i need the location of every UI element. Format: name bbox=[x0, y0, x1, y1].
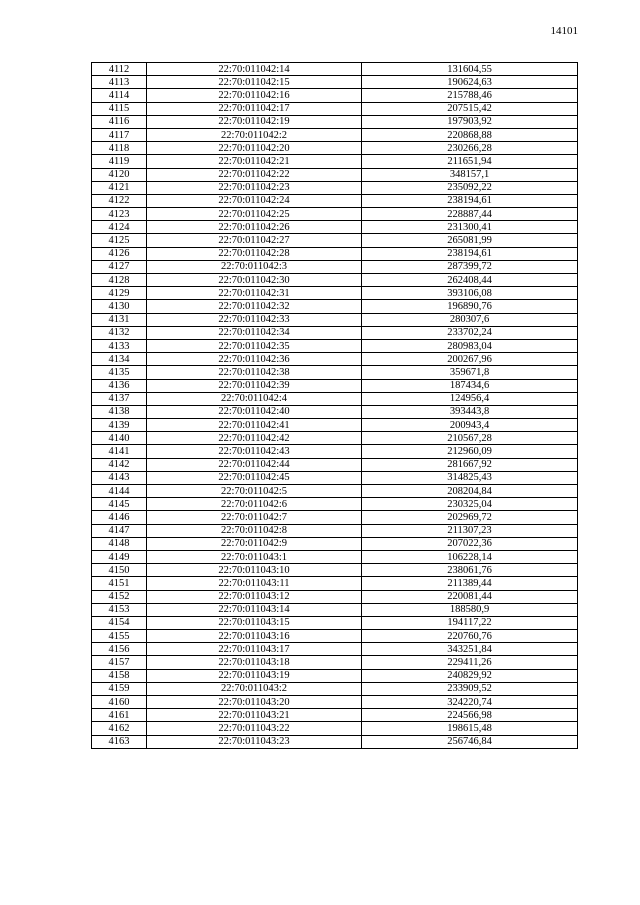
cadastral-number-cell: 22:70:011042:27 bbox=[147, 234, 362, 247]
row-number-cell: 4152 bbox=[92, 590, 147, 603]
row-number-cell: 4119 bbox=[92, 155, 147, 168]
row-number-cell: 4151 bbox=[92, 577, 147, 590]
table-row bbox=[92, 669, 578, 682]
cadastral-number-cell: 22:70:011043:15 bbox=[147, 616, 362, 629]
cadastral-number-cell: 22:70:011043:23 bbox=[147, 735, 362, 748]
cadastral-number-cell: 22:70:011043:2 bbox=[147, 682, 362, 695]
table-row bbox=[92, 550, 578, 563]
row-number-cell: 4129 bbox=[92, 287, 147, 300]
value-cell: 265081,99 bbox=[362, 234, 578, 247]
value-cell: 262408,44 bbox=[362, 274, 578, 287]
cadastral-number-cell: 22:70:011042:40 bbox=[147, 405, 362, 418]
value-cell: 187434,6 bbox=[362, 379, 578, 392]
row-number-cell: 4140 bbox=[92, 432, 147, 445]
row-number-cell: 4115 bbox=[92, 102, 147, 115]
cadastral-number-cell: 22:70:011042:42 bbox=[147, 432, 362, 445]
row-number-cell: 4144 bbox=[92, 485, 147, 498]
cadastral-number-cell: 22:70:011042:30 bbox=[147, 274, 362, 287]
value-cell: 238061,76 bbox=[362, 564, 578, 577]
table-row bbox=[92, 287, 578, 300]
row-number-cell: 4147 bbox=[92, 524, 147, 537]
row-number-cell: 4139 bbox=[92, 419, 147, 432]
table-row bbox=[92, 247, 578, 260]
table-body bbox=[92, 63, 578, 749]
value-cell: 188580,9 bbox=[362, 603, 578, 616]
value-cell: 196890,76 bbox=[362, 300, 578, 313]
value-cell: 200267,96 bbox=[362, 353, 578, 366]
cadastral-number-cell: 22:70:011042:19 bbox=[147, 115, 362, 128]
row-number-cell: 4162 bbox=[92, 722, 147, 735]
row-number-cell: 4125 bbox=[92, 234, 147, 247]
value-cell: 393443,8 bbox=[362, 405, 578, 418]
cadastral-number-cell: 22:70:011042:20 bbox=[147, 142, 362, 155]
table-row bbox=[92, 511, 578, 524]
value-cell: 287399,72 bbox=[362, 260, 578, 273]
table-row bbox=[92, 471, 578, 484]
row-number-cell: 4143 bbox=[92, 471, 147, 484]
cadastral-number-cell: 22:70:011042:23 bbox=[147, 181, 362, 194]
value-cell: 211651,94 bbox=[362, 155, 578, 168]
value-cell: 280307,6 bbox=[362, 313, 578, 326]
table-row bbox=[92, 234, 578, 247]
row-number-cell: 4138 bbox=[92, 405, 147, 418]
row-number-cell: 4156 bbox=[92, 643, 147, 656]
table-row bbox=[92, 392, 578, 405]
cadastral-number-cell: 22:70:011043:19 bbox=[147, 669, 362, 682]
value-cell: 233909,52 bbox=[362, 682, 578, 695]
table-row bbox=[92, 485, 578, 498]
value-cell: 314825,43 bbox=[362, 471, 578, 484]
table-row bbox=[92, 128, 578, 141]
cadastral-number-cell: 22:70:011042:44 bbox=[147, 458, 362, 471]
row-number-cell: 4141 bbox=[92, 445, 147, 458]
value-cell: 131604,55 bbox=[362, 63, 578, 76]
cadastral-number-cell: 22:70:011042:33 bbox=[147, 313, 362, 326]
cadastral-number-cell: 22:70:011042:25 bbox=[147, 208, 362, 221]
value-cell: 240829,92 bbox=[362, 669, 578, 682]
row-number-cell: 4120 bbox=[92, 168, 147, 181]
value-cell: 359671,8 bbox=[362, 366, 578, 379]
table-row bbox=[92, 181, 578, 194]
value-cell: 231300,41 bbox=[362, 221, 578, 234]
table-row bbox=[92, 432, 578, 445]
cadastral-number-cell: 22:70:011043:16 bbox=[147, 630, 362, 643]
table-row bbox=[92, 208, 578, 221]
value-cell: 200943,4 bbox=[362, 419, 578, 432]
table-row bbox=[92, 590, 578, 603]
value-cell: 230266,28 bbox=[362, 142, 578, 155]
table-row bbox=[92, 537, 578, 550]
table-row bbox=[92, 564, 578, 577]
cadastral-number-cell: 22:70:011042:31 bbox=[147, 287, 362, 300]
row-number-cell: 4113 bbox=[92, 76, 147, 89]
table-row bbox=[92, 274, 578, 287]
value-cell: 198615,48 bbox=[362, 722, 578, 735]
value-cell: 207515,42 bbox=[362, 102, 578, 115]
row-number-cell: 4131 bbox=[92, 313, 147, 326]
value-cell: 343251,84 bbox=[362, 643, 578, 656]
cadastral-number-cell: 22:70:011042:43 bbox=[147, 445, 362, 458]
value-cell: 106228,14 bbox=[362, 550, 578, 563]
row-number-cell: 4163 bbox=[92, 735, 147, 748]
row-number-cell: 4158 bbox=[92, 669, 147, 682]
value-cell: 233702,24 bbox=[362, 326, 578, 339]
table-row bbox=[92, 379, 578, 392]
value-cell: 220868,88 bbox=[362, 128, 578, 141]
value-cell: 124956,4 bbox=[362, 392, 578, 405]
table-row bbox=[92, 89, 578, 102]
table-row bbox=[92, 405, 578, 418]
page-number: 14101 bbox=[550, 25, 578, 37]
value-cell: 235092,22 bbox=[362, 181, 578, 194]
cadastral-number-cell: 22:70:011042:32 bbox=[147, 300, 362, 313]
value-cell: 238194,61 bbox=[362, 194, 578, 207]
row-number-cell: 4126 bbox=[92, 247, 147, 260]
cadastral-number-cell: 22:70:011042:14 bbox=[147, 63, 362, 76]
cadastral-value-table bbox=[91, 62, 578, 749]
table-row bbox=[92, 339, 578, 352]
table-row bbox=[92, 709, 578, 722]
row-number-cell: 4127 bbox=[92, 260, 147, 273]
row-number-cell: 4135 bbox=[92, 366, 147, 379]
row-number-cell: 4154 bbox=[92, 616, 147, 629]
table-row bbox=[92, 603, 578, 616]
row-number-cell: 4114 bbox=[92, 89, 147, 102]
table-row bbox=[92, 115, 578, 128]
cadastral-number-cell: 22:70:011042:5 bbox=[147, 485, 362, 498]
table-row bbox=[92, 63, 578, 76]
value-cell: 207022,36 bbox=[362, 537, 578, 550]
cadastral-number-cell: 22:70:011042:28 bbox=[147, 247, 362, 260]
cadastral-number-cell: 22:70:011042:3 bbox=[147, 260, 362, 273]
row-number-cell: 4142 bbox=[92, 458, 147, 471]
cadastral-number-cell: 22:70:011042:7 bbox=[147, 511, 362, 524]
table-row bbox=[92, 630, 578, 643]
value-cell: 224566,98 bbox=[362, 709, 578, 722]
row-number-cell: 4134 bbox=[92, 353, 147, 366]
table-row bbox=[92, 155, 578, 168]
value-cell: 194117,22 bbox=[362, 616, 578, 629]
row-number-cell: 4112 bbox=[92, 63, 147, 76]
table-row bbox=[92, 221, 578, 234]
table-row bbox=[92, 722, 578, 735]
cadastral-number-cell: 22:70:011042:26 bbox=[147, 221, 362, 234]
cadastral-number-cell: 22:70:011042:22 bbox=[147, 168, 362, 181]
value-cell: 256746,84 bbox=[362, 735, 578, 748]
row-number-cell: 4128 bbox=[92, 274, 147, 287]
cadastral-number-cell: 22:70:011042:36 bbox=[147, 353, 362, 366]
cadastral-number-cell: 22:70:011042:34 bbox=[147, 326, 362, 339]
cadastral-number-cell: 22:70:011043:12 bbox=[147, 590, 362, 603]
value-cell: 324220,74 bbox=[362, 696, 578, 709]
table-row bbox=[92, 577, 578, 590]
row-number-cell: 4157 bbox=[92, 656, 147, 669]
table-row bbox=[92, 142, 578, 155]
cadastral-number-cell: 22:70:011042:39 bbox=[147, 379, 362, 392]
table-row bbox=[92, 498, 578, 511]
row-number-cell: 4161 bbox=[92, 709, 147, 722]
row-number-cell: 4122 bbox=[92, 194, 147, 207]
table-row bbox=[92, 366, 578, 379]
row-number-cell: 4149 bbox=[92, 550, 147, 563]
value-cell: 280983,04 bbox=[362, 339, 578, 352]
cadastral-number-cell: 22:70:011042:17 bbox=[147, 102, 362, 115]
cadastral-number-cell: 22:70:011042:2 bbox=[147, 128, 362, 141]
cadastral-number-cell: 22:70:011042:8 bbox=[147, 524, 362, 537]
value-cell: 197903,92 bbox=[362, 115, 578, 128]
table-row bbox=[92, 102, 578, 115]
row-number-cell: 4146 bbox=[92, 511, 147, 524]
table-row bbox=[92, 696, 578, 709]
cadastral-number-cell: 22:70:011043:14 bbox=[147, 603, 362, 616]
cadastral-number-cell: 22:70:011042:38 bbox=[147, 366, 362, 379]
value-cell: 393106,08 bbox=[362, 287, 578, 300]
value-cell: 228887,44 bbox=[362, 208, 578, 221]
cadastral-number-cell: 22:70:011042:6 bbox=[147, 498, 362, 511]
cadastral-number-cell: 22:70:011042:41 bbox=[147, 419, 362, 432]
row-number-cell: 4136 bbox=[92, 379, 147, 392]
cadastral-number-cell: 22:70:011042:24 bbox=[147, 194, 362, 207]
table-row bbox=[92, 194, 578, 207]
row-number-cell: 4124 bbox=[92, 221, 147, 234]
table-row bbox=[92, 656, 578, 669]
value-cell: 230325,04 bbox=[362, 498, 578, 511]
cadastral-number-cell: 22:70:011042:9 bbox=[147, 537, 362, 550]
value-cell: 212960,09 bbox=[362, 445, 578, 458]
cadastral-number-cell: 22:70:011043:11 bbox=[147, 577, 362, 590]
value-cell: 281667,92 bbox=[362, 458, 578, 471]
cadastral-number-cell: 22:70:011042:45 bbox=[147, 471, 362, 484]
cadastral-number-cell: 22:70:011043:21 bbox=[147, 709, 362, 722]
cadastral-number-cell: 22:70:011043:20 bbox=[147, 696, 362, 709]
row-number-cell: 4132 bbox=[92, 326, 147, 339]
table-row bbox=[92, 76, 578, 89]
table-row bbox=[92, 326, 578, 339]
row-number-cell: 4150 bbox=[92, 564, 147, 577]
value-cell: 208204,84 bbox=[362, 485, 578, 498]
cadastral-number-cell: 22:70:011043:22 bbox=[147, 722, 362, 735]
row-number-cell: 4145 bbox=[92, 498, 147, 511]
row-number-cell: 4116 bbox=[92, 115, 147, 128]
row-number-cell: 4123 bbox=[92, 208, 147, 221]
table-row bbox=[92, 458, 578, 471]
value-cell: 220081,44 bbox=[362, 590, 578, 603]
table-row bbox=[92, 616, 578, 629]
value-cell: 202969,72 bbox=[362, 511, 578, 524]
row-number-cell: 4130 bbox=[92, 300, 147, 313]
table-row bbox=[92, 524, 578, 537]
value-cell: 238194,61 bbox=[362, 247, 578, 260]
value-cell: 220760,76 bbox=[362, 630, 578, 643]
cadastral-number-cell: 22:70:011042:15 bbox=[147, 76, 362, 89]
value-cell: 348157,1 bbox=[362, 168, 578, 181]
row-number-cell: 4153 bbox=[92, 603, 147, 616]
cadastral-number-cell: 22:70:011043:17 bbox=[147, 643, 362, 656]
row-number-cell: 4121 bbox=[92, 181, 147, 194]
row-number-cell: 4155 bbox=[92, 630, 147, 643]
cadastral-number-cell: 22:70:011042:35 bbox=[147, 339, 362, 352]
table-row bbox=[92, 643, 578, 656]
table-row bbox=[92, 682, 578, 695]
table-row bbox=[92, 300, 578, 313]
row-number-cell: 4118 bbox=[92, 142, 147, 155]
value-cell: 211389,44 bbox=[362, 577, 578, 590]
value-cell: 190624,63 bbox=[362, 76, 578, 89]
cadastral-number-cell: 22:70:011043:10 bbox=[147, 564, 362, 577]
table-row bbox=[92, 260, 578, 273]
value-cell: 229411,26 bbox=[362, 656, 578, 669]
cadastral-number-cell: 22:70:011042:4 bbox=[147, 392, 362, 405]
table-row bbox=[92, 735, 578, 748]
table-row bbox=[92, 419, 578, 432]
cadastral-number-cell: 22:70:011043:1 bbox=[147, 550, 362, 563]
row-number-cell: 4159 bbox=[92, 682, 147, 695]
row-number-cell: 4117 bbox=[92, 128, 147, 141]
row-number-cell: 4133 bbox=[92, 339, 147, 352]
row-number-cell: 4148 bbox=[92, 537, 147, 550]
cadastral-number-cell: 22:70:011042:16 bbox=[147, 89, 362, 102]
value-cell: 210567,28 bbox=[362, 432, 578, 445]
table-row bbox=[92, 353, 578, 366]
row-number-cell: 4137 bbox=[92, 392, 147, 405]
cadastral-number-cell: 22:70:011042:21 bbox=[147, 155, 362, 168]
value-cell: 215788,46 bbox=[362, 89, 578, 102]
table-row bbox=[92, 445, 578, 458]
cadastral-number-cell: 22:70:011043:18 bbox=[147, 656, 362, 669]
value-cell: 211307,23 bbox=[362, 524, 578, 537]
table-row bbox=[92, 313, 578, 326]
row-number-cell: 4160 bbox=[92, 696, 147, 709]
table-row bbox=[92, 168, 578, 181]
